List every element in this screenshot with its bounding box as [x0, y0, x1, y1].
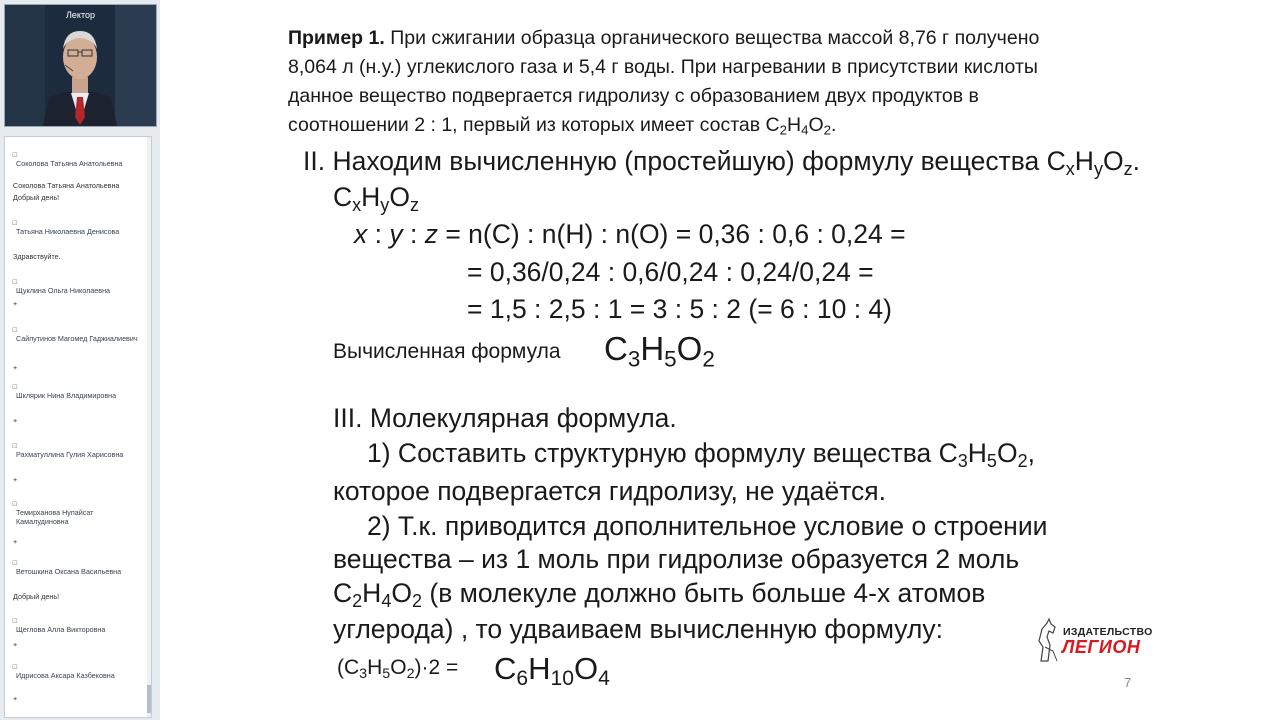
user-icon: ⊡	[12, 152, 18, 159]
horse-logo-icon	[1033, 617, 1063, 663]
step3-item1-line2: которое подвергается гидролизу, не удаётся.	[333, 476, 887, 506]
multiplier-text: ·2 =	[421, 656, 459, 679]
chat-author: Темирханова Нупайсат Камалудиновна	[16, 508, 94, 526]
lecturer-video[interactable]	[4, 4, 157, 127]
calculated-formula-label: Вычисленная формула	[333, 340, 561, 363]
chat-text: +	[13, 640, 18, 649]
calc-line-1: x : y : z = n(C) : n(H) : n(O) = 0,36 : 0,6 : 0,24 =	[354, 219, 906, 249]
chat-author: Шклярик Нина Владимировна	[16, 391, 117, 400]
calc-line-3: = 1,5 : 2,5 : 1 = 3 : 5 : 2 (= 6 : 10 : 4)	[467, 294, 892, 324]
chat-text: +	[13, 416, 18, 425]
problem-line-2: 8,064 л (н.у.) углекислого газа и 5,4 г воды. При нагревании в присутствии кислоты	[288, 56, 1038, 78]
chat-author: Соколова Татьяна Анатольевна	[16, 159, 123, 168]
step3-item2-line3: $C_2H_4O_2$ (в молекуле должно быть больше 4-х атомов	[333, 578, 986, 612]
chat-text: +	[13, 537, 18, 546]
logo-brand-text: ЛЕГИОН	[1062, 637, 1141, 657]
problem-text: При сжигании образца органического вещества массой 8,76 г получено	[390, 27, 1040, 49]
lecturer-video-frame	[5, 5, 156, 126]
calc-text: = n(C) : n(H) : n(O) = 0,36 : 0,6 : 0,24 =	[445, 219, 906, 249]
publisher-logo	[1033, 617, 1153, 663]
chat-text: Здравствуйте.	[13, 252, 61, 261]
slide-page-number: 7	[1124, 675, 1132, 690]
step3-heading: III. Молекулярная формула.	[333, 403, 677, 433]
left-panel	[0, 0, 160, 720]
chat-scrollbar-thumb[interactable]	[147, 685, 152, 713]
chat-author: Татьяна Николаевна Денисова	[16, 227, 120, 236]
chat-author: Идрисова Аксара Казбековна	[16, 671, 115, 680]
lecturer-label: Лектор	[66, 10, 95, 20]
chat-text: +	[13, 475, 18, 484]
user-icon: ⊡	[12, 327, 18, 334]
chat-author: Рахматуллина Гулия Харисовна	[16, 450, 124, 459]
molecular-formula: $C_6H_{10}O_4$	[494, 651, 610, 690]
chat-text: +	[13, 363, 18, 372]
chat-author: Ветошкина Оксана Васильевна	[16, 567, 122, 576]
step3-item2-line2: вещества – из 1 моль при гидролизе образуется 2 моль	[333, 544, 1020, 574]
calc-line-2: = 0,36/0,24 : 0,6/0,24 : 0,24/0,24 =	[467, 257, 874, 287]
chat-text: Соколова Татьяна Анатольевна	[13, 181, 120, 190]
example-label: Пример 1.	[288, 27, 385, 49]
step2-heading: II. Находим вычисленную (простейшую) формулу вещества $C_xH_yO_z$.	[303, 146, 1140, 180]
step3-text: (в молекуле должно быть больше 4-х атомов	[429, 578, 986, 608]
calculated-formula: $C_3H_5O_2$	[604, 330, 715, 372]
user-icon: ⊡	[12, 279, 18, 286]
doubling-expression: $(C_3H_5O_2)\cdot 2$ =	[337, 656, 459, 682]
problem-text: соотношении 2 : 1, первый из которых имеет состав C	[288, 114, 780, 136]
step3-item1-line1: 1) Составить структурную формулу вещества $C_3H_5O_2$,	[367, 438, 1035, 472]
problem-line-1	[288, 27, 1039, 50]
user-icon: ⊡	[12, 501, 18, 508]
user-icon: ⊡	[12, 220, 18, 227]
user-icon: ⊡	[12, 443, 18, 450]
problem-line-4: соотношении 2 : 1, первый из которых имеет состав $C_2H_4O_2$.	[288, 114, 837, 138]
user-icon: ⊡	[12, 384, 18, 391]
chat-scrollbar[interactable]	[147, 137, 152, 717]
chat-text: +	[13, 299, 18, 308]
chat-text: Добрый день!	[13, 592, 60, 601]
presentation-slide	[160, 0, 1280, 720]
general-formula: $C_xH_yO_z$	[333, 182, 419, 216]
logo-publisher-text: ИЗДАТЕЛЬСТВО	[1063, 626, 1153, 638]
chat-text: Добрый день!	[13, 193, 60, 202]
chat-author: Щуклина Ольга Николаевна	[16, 286, 111, 295]
problem-line-3: данное вещество подвергается гидролизу с образованием двух продуктов в	[288, 85, 979, 107]
step3-text: 1) Составить структурную формулу вещества C	[367, 438, 958, 468]
user-icon: ⊡	[12, 560, 18, 567]
chat-author: Щеглова Алла Викторовна	[16, 625, 106, 634]
step3-item2-line1: 2) Т.к. приводится дополнительное условие о строении	[367, 511, 1048, 541]
user-icon: ⊡	[12, 664, 18, 671]
chat-text: +	[13, 694, 18, 703]
step2-heading-text: II. Находим вычисленную (простейшую) формулу вещества C	[303, 146, 1066, 176]
user-icon: ⊡	[12, 618, 18, 625]
chat-author: Сайпутинов Магомед Гаджиалиевич	[16, 334, 138, 343]
chat-panel[interactable]	[4, 136, 152, 718]
step3-item2-line4: углерода) , то удваиваем вычисленную формулу:	[333, 614, 943, 644]
